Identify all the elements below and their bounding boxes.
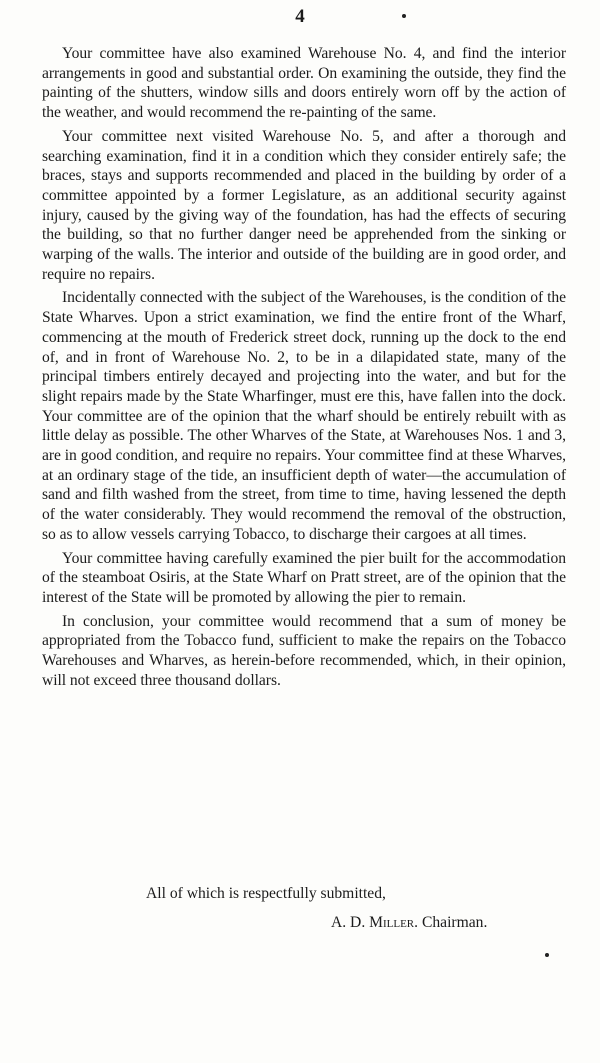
paragraph-state-wharves: Incidentally connected with the subject of the Warehouses, is the condition of the State Wharves. Upon a strict examination, we find the entire front of the Wharf, commencing at the mouth of Frederick street dock, running up the dock to the end of, and in front of Warehouse No. 2, to be in a dilapidated state, many of the principal timbers entirely decayed and projecting into the water, and but for the slight repairs made by the State Wharfinger, must ere this, have fallen into the dock. Your committee are of the opinion that the wharf should be entirely rebuilt with as little delay as possible. The other Wharves of the State, at Warehouses Nos. 1 and 3, are in good condition, and require no repairs. Your committee find at these Wharves, at an ordinary stage of the tide, an insufficient depth of water—the accumulation of sand and filth washed from the street, from time to time, having lessened the depth of the water considerably. They would recommend the removal of the obstruction, so as to allow vessels carrying Tobacco, to discharge their cargoes at all times. [42, 289, 566, 543]
paragraph-warehouse-5: Your committee next visited Warehouse No. 5, and after a thorough and searching examination, find it in a condition which they consider entirely safe; the braces, stays and supports recommended and placed in the building by order of a committee appointed by a former Legislature, as an additional security against injury, caused by the giving way of the foundation, has had the effects of securing the building, so that no further danger need be apprehended from the sinking or warping of the walls. The interior and outside of the building are in good order, and require no repairs. [42, 127, 566, 283]
closing-line: All of which is respectfully submitted, [146, 885, 386, 902]
signature-block [331, 914, 487, 932]
print-speck [545, 953, 549, 957]
paragraph-osiris-pier: Your committee having carefully examined the pier built for the accommodation of the steamboat Osiris, at the State Wharf on Pratt street, are of the opinion that the interest of the State will be promoted by allowing the pier to remain. [42, 549, 566, 606]
print-speck [402, 14, 406, 18]
page-number: 4 [295, 6, 305, 27]
signatory-title: Chairman. [421, 914, 488, 931]
signatory-name: A. D. Miller. [331, 914, 419, 931]
paragraph-warehouse-4: Your committee have also examined Warehouse No. 4, and find the interior arrangements in good and substantial order. On examining the outside, they find the painting of the shutters, window sills and doors entirely worn off by the action of the weather, and would recommend the re-painting of the same. [42, 45, 566, 122]
report-body [42, 44, 566, 695]
paragraph-conclusion: In conclusion, your committee would recommend that a sum of money be appropriated from the Tobacco fund, sufficient to make the repairs on the Tobacco Warehouses and Wharves, as herein-before recommended, which, in their opinion, will not exceed three thousand dollars. [42, 612, 566, 689]
